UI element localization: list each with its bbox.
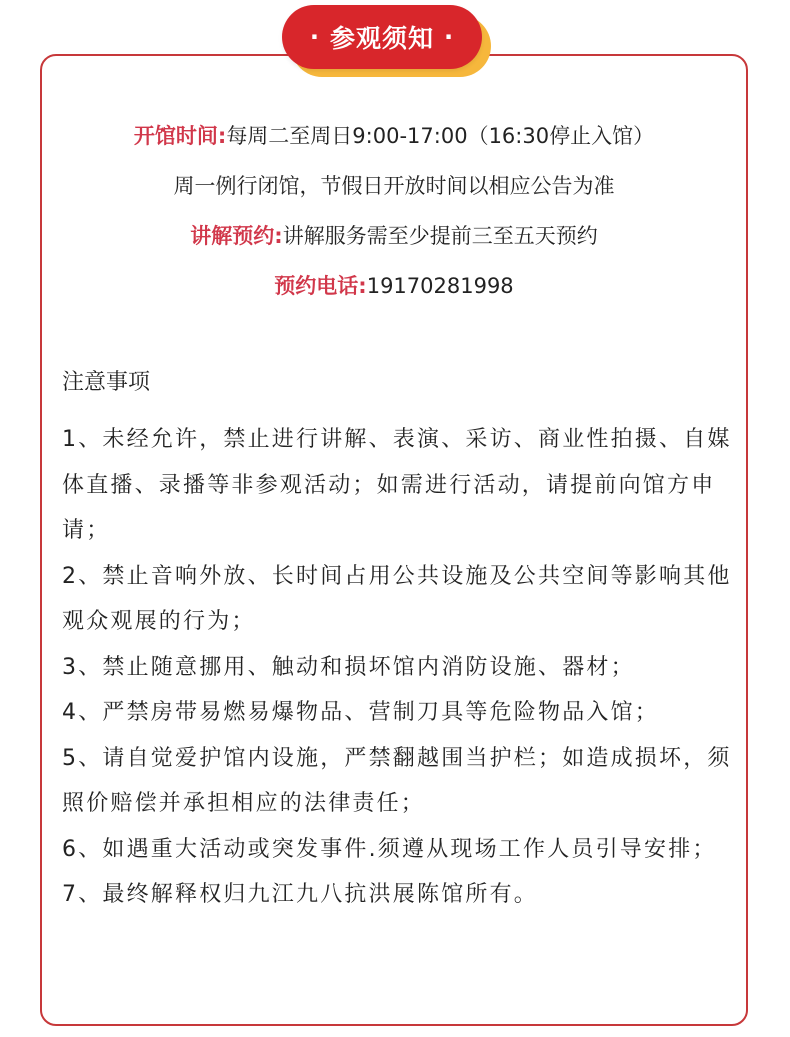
title-dot-right: · [444,23,455,51]
guide-booking-line [40,220,748,252]
notes-list [62,417,738,918]
note-item-5: 5、请自觉爱护馆内设施，严禁翻越围当护栏；如造成损坏，须照价赔偿并承担相应的法律责任； [62,745,732,816]
notes-heading: 注意事项 [62,370,151,395]
booking-phone-value: 19170281998 [366,274,514,298]
note-item-4: 4、严禁房带易燃易爆物品、营制刀具等危险物品入馆； [62,700,659,725]
opening-hours-value: 每周二至周日9:00-17:00（16:30停止入馆） [226,124,655,148]
opening-hours-label: 开馆时间: [133,124,227,148]
guide-booking-value: 讲解服务需至少提前三至五天预约 [282,224,598,248]
note-item-6: 6、如遇重大活动或突发事件.须遵从现场工作人员引导安排； [62,836,717,862]
note-item-1: 1、未经允许，禁止进行讲解、表演、采访、商业性拍摄、自媒体直播、录播等非参观活动；如需进行活动，请提前向馆方申请； [62,427,732,543]
closure-note-line [40,170,748,202]
guide-booking-label: 讲解预约: [190,224,283,248]
page-title: 参观须知 [329,24,434,53]
note-item-2: 2、禁止音响外放、长时间占用公共设施及公共空间等影响其他观众观展的行为； [62,563,732,634]
closure-note: 周一例行闭馆，节假日开放时间以相应公告为准 [173,174,615,198]
note-item-7: 7、最终解释权归九江九八抗洪展陈馆所有。 [62,882,538,907]
note-item-3: 3、禁止随意挪用、触动和损坏馆内消防设施、器材； [62,654,635,680]
booking-phone-label: 预约电话: [274,274,367,298]
title-badge [282,5,482,69]
title-dot-left: · [309,23,320,51]
booking-phone-line [40,270,748,302]
title-badge-wrap [282,5,494,81]
opening-hours-line [40,120,748,152]
